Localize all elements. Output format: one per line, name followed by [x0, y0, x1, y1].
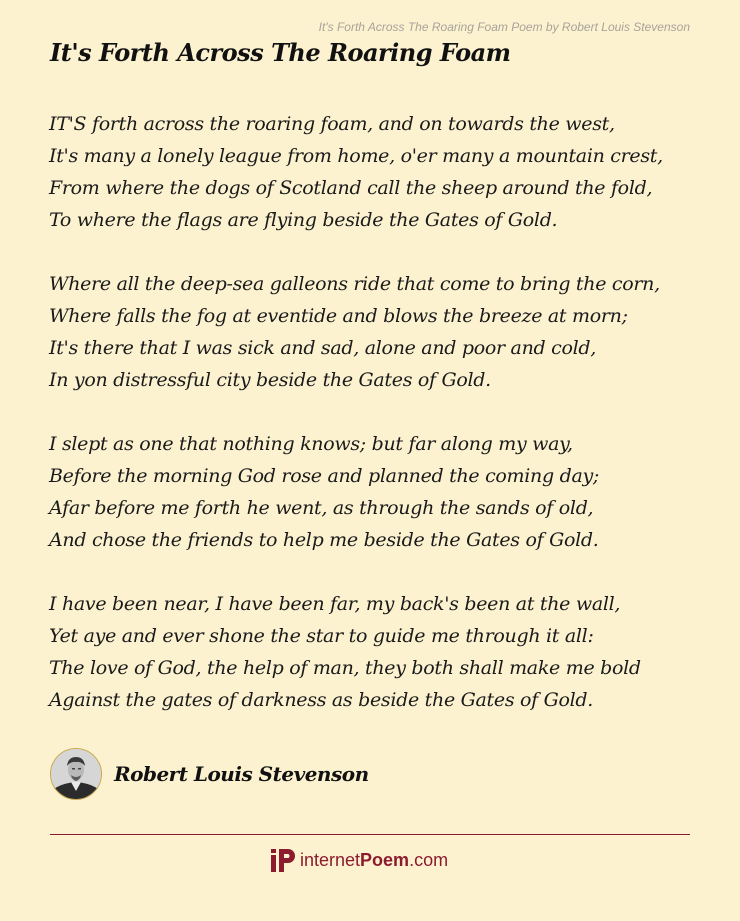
poem-line: Where all the deep-sea galleons ride that come to bring the corn,: [49, 273, 660, 295]
poem-line: To where the flags are flying beside the Gates of Gold.: [49, 209, 558, 231]
author-block[interactable]: [50, 748, 369, 800]
poem-line: It's there that I was sick and sad, alone and poor and cold,: [49, 337, 596, 359]
poem-title: It's Forth Across The Roaring Foam: [50, 38, 511, 67]
logo-text-suffix: .com: [409, 849, 449, 870]
author-avatar[interactable]: [50, 748, 102, 800]
logo-text-prefix: internet: [300, 849, 361, 870]
poem-body: [49, 108, 709, 748]
author-name[interactable]: Robert Louis Stevenson: [114, 762, 369, 786]
footer-divider: [50, 834, 690, 835]
poem-line: Where falls the fog at eventide and blows the breeze at morn;: [49, 305, 628, 327]
poem-line: Against the gates of darkness as beside the Gates of Gold.: [49, 689, 594, 711]
author-portrait-icon: [51, 749, 101, 799]
logo-text-strong: Poem: [360, 849, 410, 870]
site-logo[interactable]: [270, 846, 448, 874]
stanza-2: [49, 268, 709, 396]
poem-line: From where the dogs of Scotland call the sheep around the fold,: [49, 177, 653, 199]
stanza-3: [49, 428, 709, 556]
stanza-1: [49, 108, 709, 236]
poem-line: The love of God, the help of man, they both shall make me bold: [49, 657, 641, 679]
poem-line: Before the morning God rose and planned the coming day;: [49, 465, 600, 487]
poem-line: Afar before me forth he went, as through the sands of old,: [49, 497, 594, 519]
poem-line: In yon distressful city beside the Gates of Gold.: [49, 369, 491, 391]
poem-line: And chose the friends to help me beside the Gates of Gold.: [49, 529, 599, 551]
poem-line: Yet aye and ever shone the star to guide me through it all:: [49, 625, 594, 647]
internetpoem-logo-icon: [270, 847, 296, 873]
poem-line: IT'S forth across the roaring foam, and on towards the west,: [49, 113, 615, 135]
poem-line: I have been near, I have been far, my back's been at the wall,: [49, 593, 621, 615]
stanza-4: [49, 588, 709, 716]
poem-line: I slept as one that nothing knows; but far along my way,: [49, 433, 573, 455]
poem-line: It's many a lonely league from home, o'er many a mountain crest,: [49, 145, 663, 167]
header-caption: It's Forth Across The Roaring Foam Poem by Robert Louis Stevenson: [318, 20, 690, 34]
